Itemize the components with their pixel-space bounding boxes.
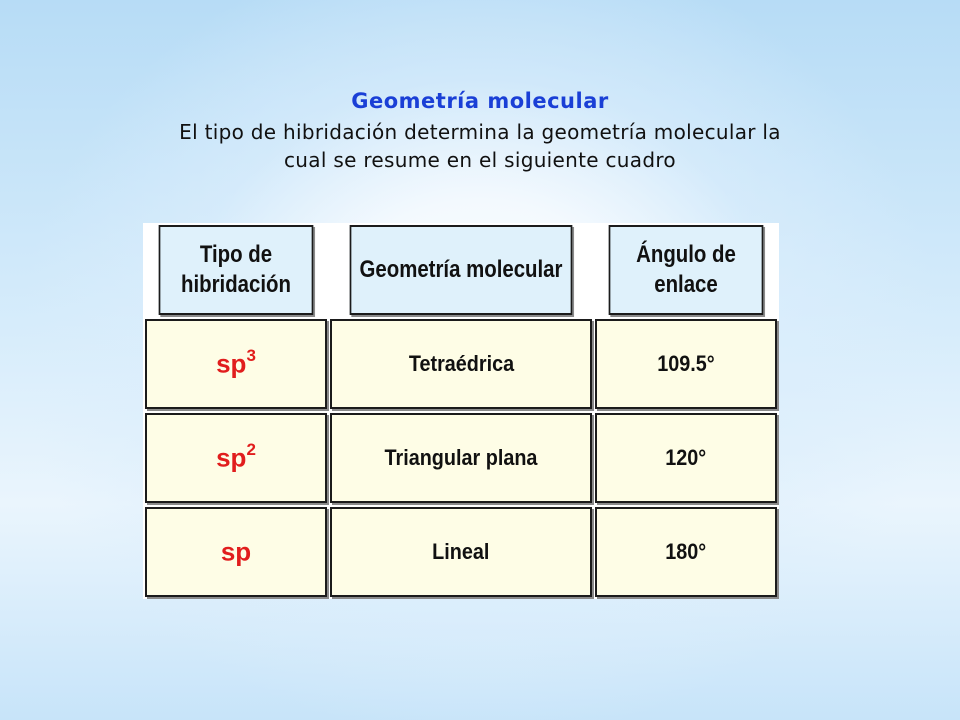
angle-value: 120° (665, 445, 707, 470)
table-cell-angle (595, 413, 777, 503)
hybridization-exponent: 2 (246, 440, 256, 460)
hybridization-exponent: 3 (246, 346, 256, 366)
hybridization-value (221, 536, 251, 568)
hybridization-base: sp (216, 442, 247, 473)
header-hybridization-type (159, 225, 314, 315)
header-text: hibridación (181, 271, 291, 298)
geometry-value: Triangular plana (384, 445, 538, 470)
table-cell-geometry (330, 413, 592, 503)
hybridization-value (216, 442, 256, 474)
table-cell-geometry (330, 319, 592, 409)
slide-title: Geometría molecular (351, 89, 609, 113)
table-cell-hybridization (145, 413, 327, 503)
angle-value: 109.5° (657, 351, 715, 376)
header-text: Geometría molecular (359, 256, 563, 283)
hybridization-base: sp (216, 348, 247, 379)
geometry-value: Tetraédrica (408, 351, 514, 376)
hybridization-value (216, 348, 256, 380)
hybridization-table (143, 223, 779, 599)
header-text: enlace (654, 271, 718, 298)
header-bond-angle (609, 225, 764, 315)
table-cell-geometry (330, 507, 592, 597)
table-cell-angle (595, 319, 777, 409)
angle-value: 180° (665, 539, 707, 564)
header-molecular-geometry (350, 225, 573, 315)
table-cell-hybridization (145, 319, 327, 409)
hybridization-base: sp (220, 536, 252, 567)
table-cell-hybridization (145, 507, 327, 597)
header-text: Tipo de (199, 241, 273, 268)
slide-subtitle: El tipo de hibridación determina la geometría molecular la cual se resume en el siguiente cuadro (179, 120, 781, 172)
table-cell-angle (595, 507, 777, 597)
header-text: Ángulo de (636, 241, 736, 268)
geometry-value: Lineal (432, 539, 490, 564)
